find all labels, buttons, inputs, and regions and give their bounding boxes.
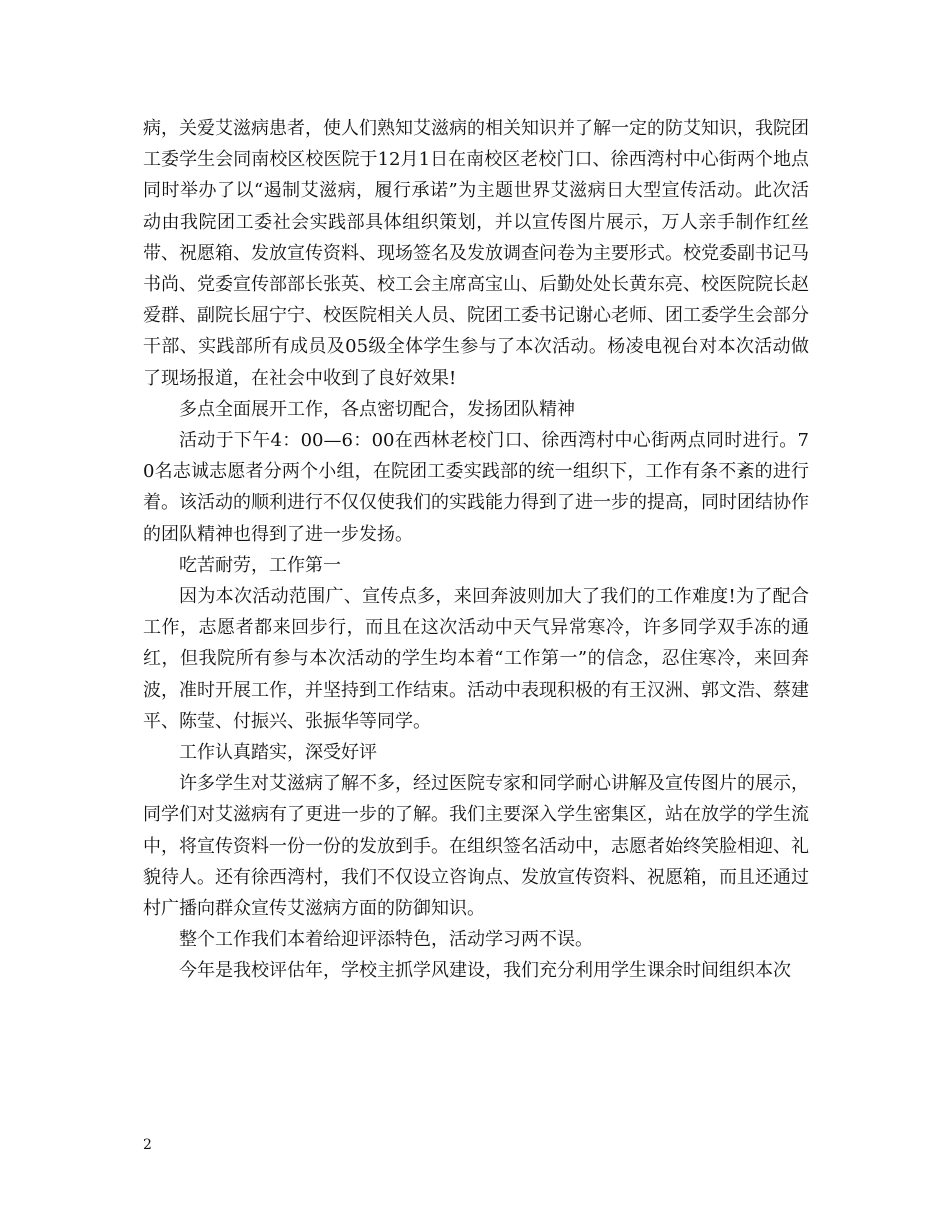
paragraph-1: 病，关爱艾滋病患者，使人们熟知艾滋病的相关知识并了解一定的防艾知识，我院团工委学生会同南校区校医院于12月1日在南校区老校门口、徐西湾村中心街两个地点同时举办了以“遏制艾滋病，履行承诺”为主题世界艾滋病日大型宣传活动。此次活动由我院团工委社会实践部具体组织策划，并以宣传图片展示，万人亲手制作红丝带、祝愿箱、发放宣传资料、现场签名及发放调查问卷为主要形式。校党委副书记马书尚、党委宣传部部长张英、校工会主席高宝山、后勤处处长黄东亮、校医院院长赵爱群、副院长屈宁宁、校医院相关人员、院团工委书记谢心老师、团工委学生会部分干部、实践部所有成员及05级全体学生参与了本次活动。杨凌电视台对本次活动做了现场报道，在社会中收到了良好效果! bbox=[143, 118, 809, 389]
document-body bbox=[143, 113, 809, 987]
page-number: 2 bbox=[143, 1137, 152, 1153]
section-heading-diligence: 工作认真踏实，深受好评 bbox=[179, 742, 377, 764]
paragraph-6: 今年是我校评估年，学校主抓学风建设，我们充分利用学生课余时间组织本次 bbox=[179, 960, 791, 982]
section-heading-teamwork: 多点全面展开工作，各点密切配合，发扬团队精神 bbox=[179, 398, 575, 420]
paragraph-3: 因为本次活动范围广、宣传点多，来回奔波则加大了我们的工作难度!为了配合工作，志愿者都来回步行，而且在这次活动中天气异常寒冷，许多同学双手冻的通红，但我院所有参与本次活动的学生均本着“工作第一”的信念，忍住寒冷，来回奔波，准时开展工作，并坚持到工作结束。活动中表现积极的有王汉洲、郭文浩、蔡建平、陈莹、付振兴、张振华等同学。 bbox=[143, 586, 809, 732]
paragraph-5: 整个工作我们本着给迎评添特色，活动学习两不误。 bbox=[179, 929, 593, 951]
paragraph-4: 许多学生对艾滋病了解不多，经过医院专家和同学耐心讲解及宣传图片的展示，同学们对艾滋病有了更进一步的了解。我们主要深入学生密集区，站在放学的学生流中，将宣传资料一份一份的发放到手。在组织签名活动中，志愿者始终笑脸相迎、礼貌待人。还有徐西湾村，我们不仅设立咨询点、发放宣传资料、祝愿箱，而且还通过村广播向群众宣传艾滋病方面的防御知识。 bbox=[143, 773, 809, 920]
section-heading-hardwork: 吃苦耐劳，工作第一 bbox=[179, 554, 341, 576]
paragraph-2: 活动于下午4：00—6：00在西林老校门口、徐西湾村中心街两点同时进行。70名志诚志愿者分两个小组，在院团工委实践部的统一组织下，工作有条不紊的进行着。该活动的顺利进行不仅仅使我们的实践能力得到了进一步的提高，同时团结协作的团队精神也得到了进一步发扬。 bbox=[143, 430, 809, 545]
